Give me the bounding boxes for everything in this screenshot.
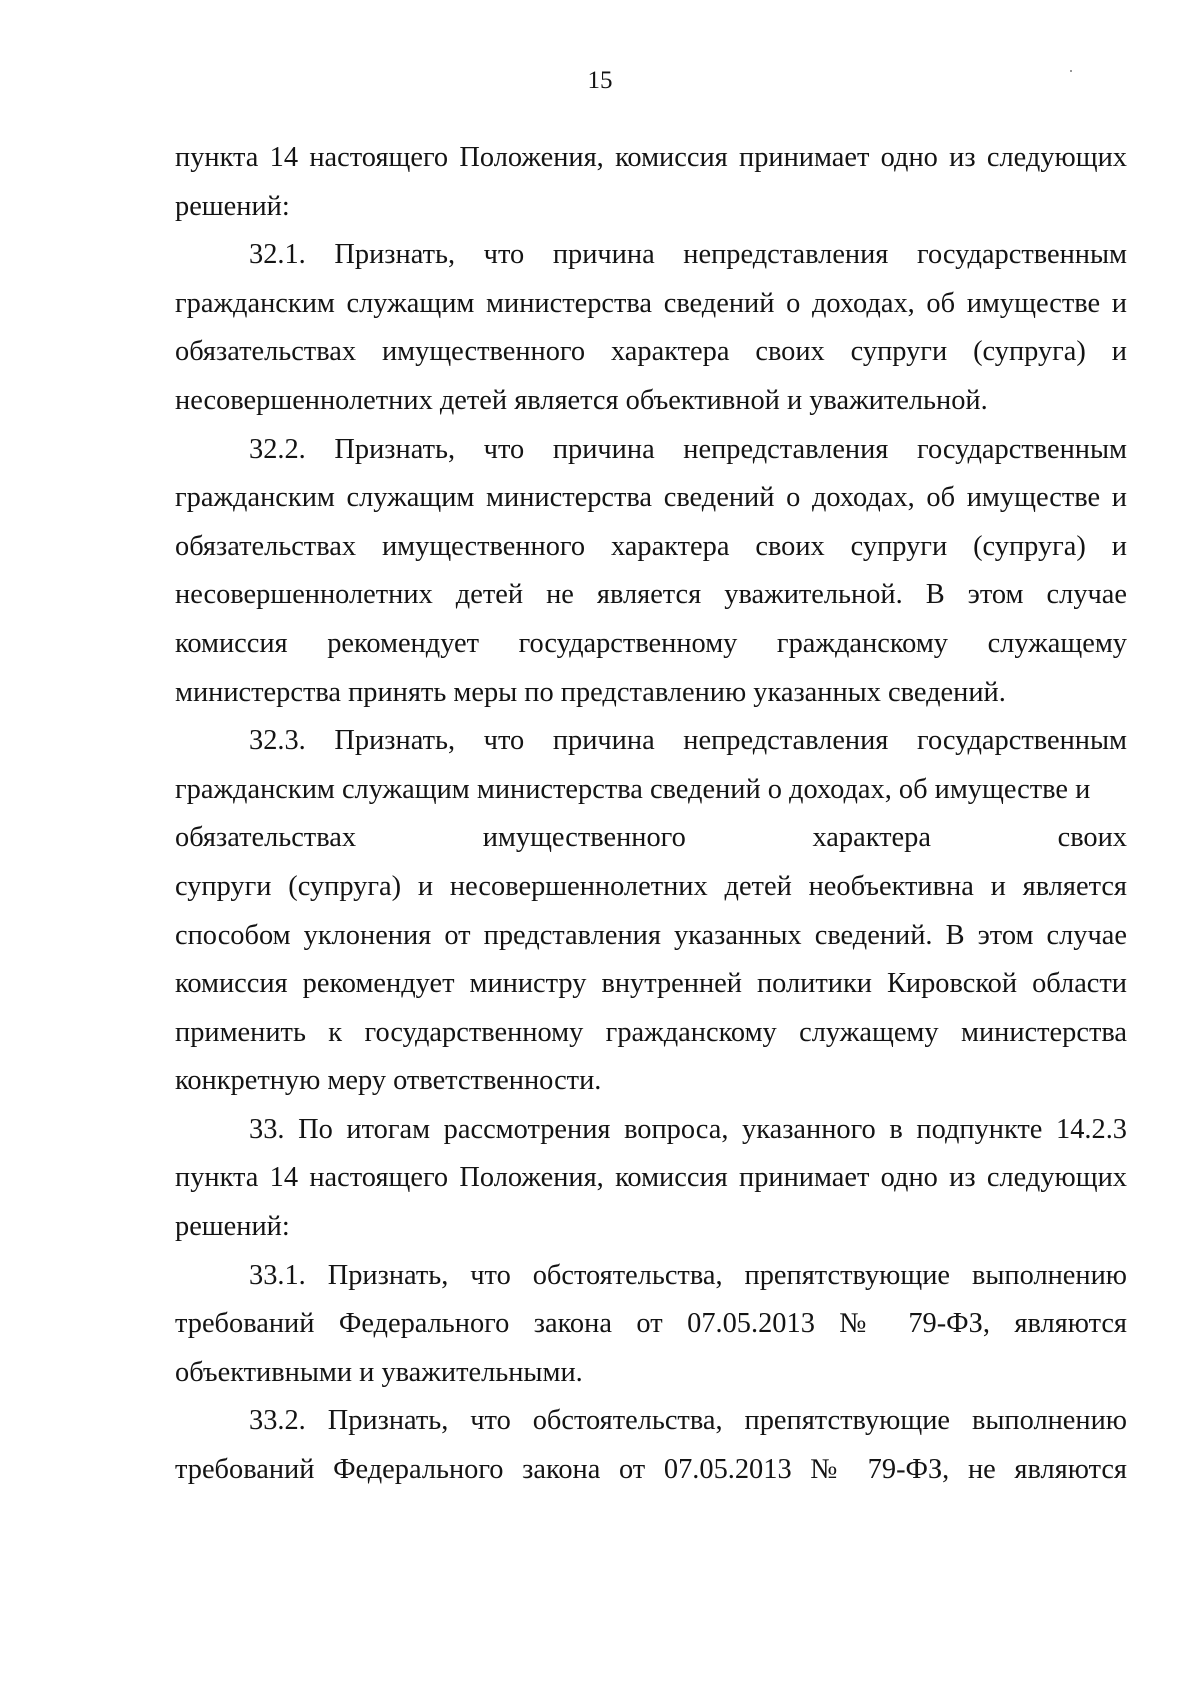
- document-body: [175, 134, 1127, 1495]
- paragraph-32-3-start: 32.3. Признать, что причина непредставления государственным гражданским служащим министерства сведений о доходах, об имуществе и: [175, 725, 1127, 805]
- paragraph-33-1: 33.1. Признать, что обстоятельства, препятствующие выполнению требований Федерального закона от 07.05.2013 № 79-ФЗ, являются объективными и уважительными.: [175, 1259, 1127, 1388]
- paragraph-32-1: 32.1. Признать, что причина непредставления государственным гражданским служащим министерства сведений о доходах, об имуществе и обязательствах имущественного характера своих супруги (супруга) и несовершеннолетних детей является объективной и уважительной.: [175, 239, 1127, 416]
- paragraph-32-2: 32.2. Признать, что причина непредставления государственным гражданским служащим министерства сведений о доходах, об имуществе и обязательствах имущественного характера своих супруги (супруга) и несовершеннолетних детей не является уважительной. В этом случае комиссия рекомендует государственному гражданскому служащему министерства принять меры по представлению указанных сведений.: [175, 433, 1127, 708]
- paragraph-33-2: 33.2. Признать, что обстоятельства, препятствующие выполнению требований Федерального закона от 07.05.2013 № 79-ФЗ, не являются: [175, 1405, 1127, 1486]
- page-number: 15: [587, 67, 613, 94]
- paragraph-32-3-continuation: супруги (супруга) и несовершеннолетних детей необъективна и является способом уклонения от представления указанных сведений. В этом случае комиссия рекомендует министру внутренней политики Кировской области применить к государственному гражданскому служащему министерства конкретную меру ответственности.: [175, 870, 1127, 1097]
- paragraph-32-3-spread-line: обязательствах имущественного характера своих: [175, 822, 1127, 854]
- paragraph-intro: пункта 14 настоящего Положения, комиссия принимает одно из следующих решений:: [175, 142, 1127, 222]
- scan-speck: [1070, 70, 1072, 72]
- paragraph-33: 33. По итогам рассмотрения вопроса, указанного в подпункте 14.2.3 пункта 14 настоящего Положения, комиссия принимает одно из следующих решений:: [175, 1113, 1127, 1243]
